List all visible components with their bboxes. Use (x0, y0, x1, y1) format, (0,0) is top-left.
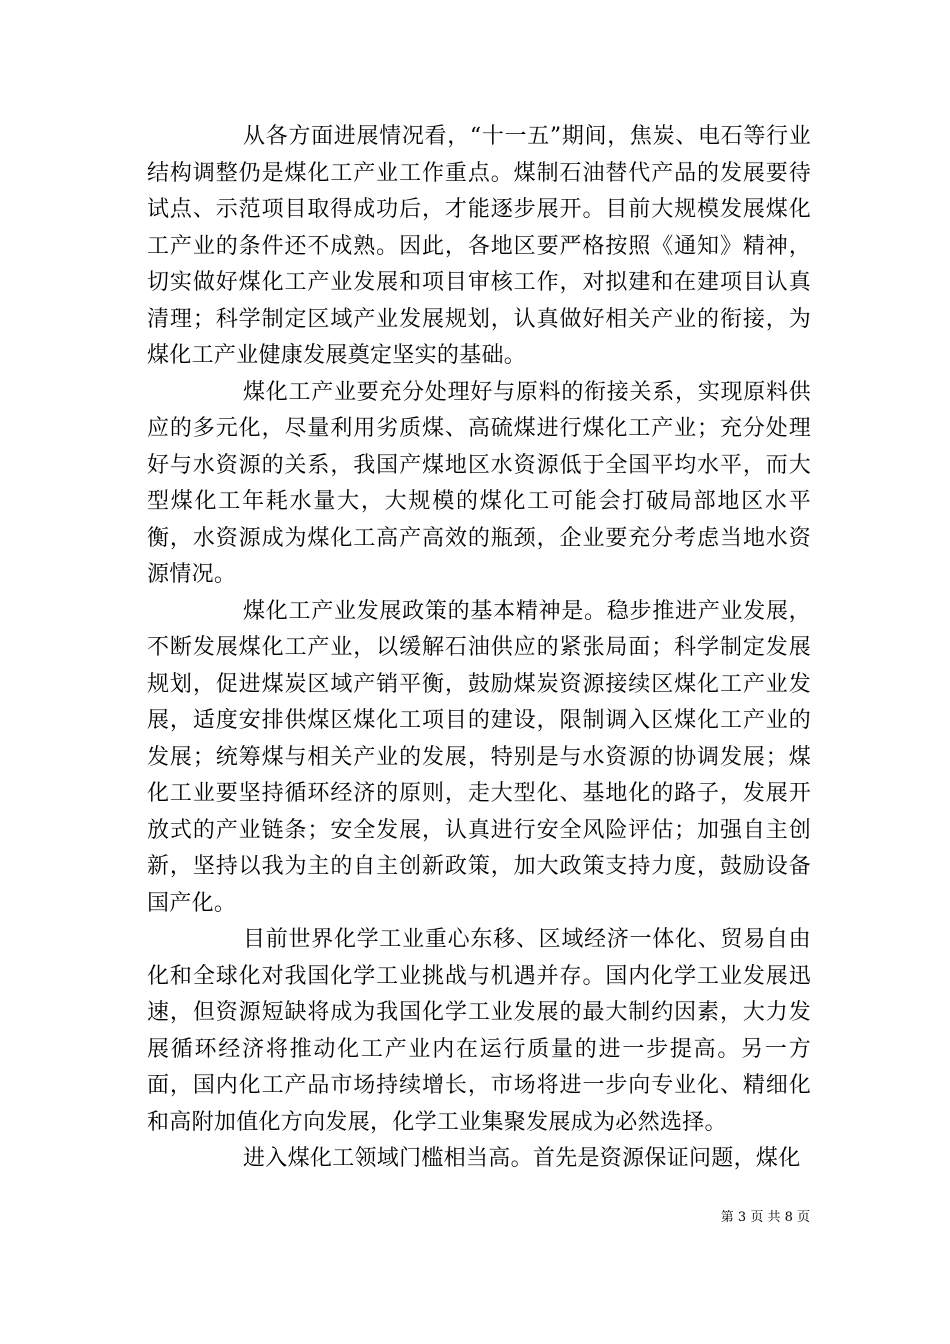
paragraph-2: 煤化工产业要充分处理好与原料的衔接关系，实现原料供应的多元化，尽量利用劣质煤、高硫煤进行煤化工产业；充分处理好与水资源的关系，我国产煤地区水资源低于全国平均水平，而大型煤化工年耗水量大，大规模的煤化工可能会打破局部地区水平衡，水资源成为煤化工高产高效的瓶颈，企业要充分考虑当地水资源情况。 (147, 379, 811, 587)
document-body (147, 119, 811, 1178)
paragraph-3: 煤化工产业发展政策的基本精神是。稳步推进产业发展，不断发展煤化工产业，以缓解石油供应的紧张局面；科学制定发展规划，促进煤炭区域产销平衡，鼓励煤炭资源接续区煤化工产业发展，适度安排供煤区煤化工项目的建设，限制调入区煤化工产业的发展；统筹煤与相关产业的发展，特别是与水资源的协调发展；煤化工业要坚持循环经济的原则，走大型化、基地化的路子，发展开放式的产业链条；安全发展，认真进行安全风险评估；加强自主创新，坚持以我为主的自主创新政策，加大政策支持力度，鼓励设备国产化。 (147, 598, 811, 916)
paragraph-1: 从各方面进展情况看，“十一五”期间，焦炭、电石等行业结构调整仍是煤化工产业工作重点。煤制石油替代产品的发展要待试点、示范项目取得成功后，才能逐步展开。目前大规模发展煤化工产业的条件还不成熟。因此，各地区要严格按照《通知》精神，切实做好煤化工产业发展和项目审核工作，对拟建和在建项目认真清理；科学制定区域产业发展规划，认真做好相关产业的衔接，为煤化工产业健康发展奠定坚实的基础。 (147, 124, 811, 368)
page-number-footer: 第 3 页 共 8 页 (720, 1210, 810, 1225)
paragraph-4: 目前世界化学工业重心东移、区域经济一体化、贸易自由化和全球化对我国化学工业挑战与机遇并存。国内化学工业发展迅速，但资源短缺将成为我国化学工业发展的最大制约因素，大力发展循环经济将推动化工产业内在运行质量的进一步提高。另一方面，国内化工产品市场持续增长，市场将进一步向专业化、精细化和高附加值化方向发展，化学工业集聚发展成为必然选择。 (147, 927, 811, 1135)
paragraph-5: 进入煤化工领域门槛相当高。首先是资源保证问题，煤化 (243, 1146, 801, 1171)
